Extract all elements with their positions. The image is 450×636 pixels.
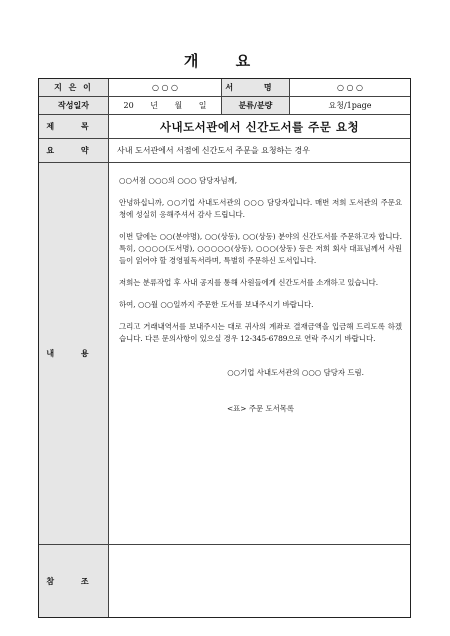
paragraph-2: 이번 달에는 ○○(분야명), ○○(상동), ○○(상동) 분야의 신간도서를 주문하고자 합니다. 특히, ○○○○(도서명), ○○○○○(상동), ○○○(상동) 등은 저희 회사 대표님께서 사원들이 읽어야 할 경영필독서라며, 특별히 주문하신 도서입니다. bbox=[119, 232, 402, 265]
signature-value: ○ ○ ○ bbox=[336, 83, 364, 92]
content-label: 내 용 bbox=[39, 163, 109, 544]
date-label: 작성일자 bbox=[39, 97, 109, 114]
signature-label: 서 명 bbox=[222, 79, 290, 96]
reference-value bbox=[109, 545, 410, 617]
document-title: 개 요 bbox=[183, 52, 267, 70]
paragraph-1: 안녕하십니까, ○○기업 사내도서관의 ○○○ 담당자입니다. 매번 저희 도서관의 주문요청에 성실히 응해주셔서 감사 드립니다. bbox=[119, 198, 402, 219]
content-row bbox=[39, 163, 410, 545]
overview-form bbox=[38, 78, 411, 618]
subject-value: 사내도서관에서 신간도서를 주문 요청 bbox=[159, 119, 360, 134]
summary-row bbox=[39, 139, 410, 163]
paragraph-3: 저희는 분류작업 후 사내 공지를 통해 사원들에게 신간도서를 소개하고 있습니다. bbox=[119, 278, 379, 287]
paragraph-5: 그리고 거래내역서를 보내주시는 대로 귀사의 계좌로 결재금액을 입금해 드리도록 하겠습니다. 다른 문의사항이 있으실 경우 12-345-6789으로 연락 주시기 바랍니다. bbox=[119, 322, 402, 343]
signature-line: ○○기업 사내도서관의 ○○○ 담당자 드림. bbox=[227, 368, 364, 377]
author-label: 지 은 이 bbox=[39, 79, 109, 96]
summary-label: 요 약 bbox=[39, 139, 109, 162]
paragraph-4: 하여, ○○월 ○○일까지 주문한 도서를 보내주시기 바랍니다. bbox=[119, 300, 314, 309]
category-value: 요청/1page bbox=[328, 101, 372, 110]
date-row bbox=[39, 97, 410, 115]
date-value: 20 년 월 일 bbox=[109, 97, 222, 114]
content-body bbox=[109, 163, 410, 544]
category-label: 분류/분량 bbox=[222, 97, 290, 114]
author-value: ○ ○ ○ bbox=[109, 79, 222, 96]
author-row bbox=[39, 79, 410, 97]
summary-value: 사내 도서관에서 서점에 신간도서 주문을 요청하는 경우 bbox=[117, 146, 310, 155]
reference-row bbox=[39, 545, 410, 617]
attachment-line: <표> 주문 도서목록 bbox=[226, 404, 295, 413]
reference-label: 참 조 bbox=[39, 545, 109, 617]
subject-row bbox=[39, 115, 410, 139]
subject-label: 제 목 bbox=[39, 115, 109, 138]
greeting-text: ○○서점 ○○○의 ○○○ 담당자님께, bbox=[119, 176, 238, 185]
